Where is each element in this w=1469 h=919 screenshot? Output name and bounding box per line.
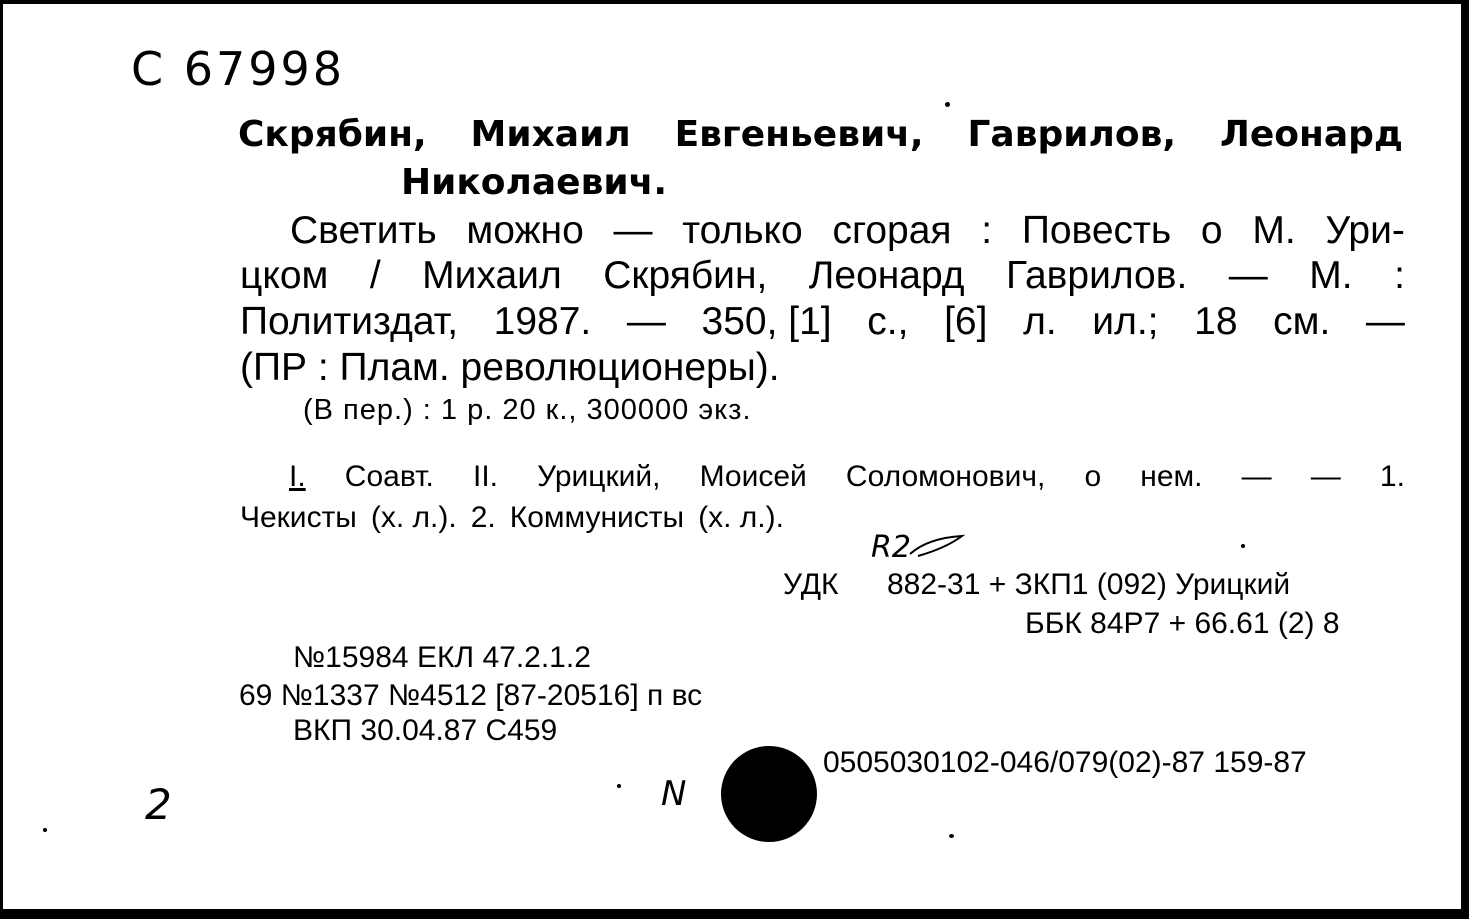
heading-word: Гаврилов, <box>967 114 1177 155</box>
word: можно <box>466 209 584 252</box>
word: о <box>1084 460 1102 493</box>
speck <box>945 102 950 107</box>
record-number-line-1: №15984 ЕКЛ 47.2.1.2 <box>293 641 591 674</box>
author-heading <box>238 114 1403 155</box>
word: — <box>1365 300 1405 343</box>
record-number-line-2: 69 №1337 №4512 [87-20516] п вс <box>239 679 703 712</box>
word: Повесть <box>1021 209 1172 252</box>
word: М. <box>1252 209 1296 252</box>
udk-label: УДК <box>783 568 839 601</box>
word: — <box>613 209 653 252</box>
author-heading-continuation: Николаевич. <box>401 162 667 203</box>
word: Коммунисты <box>509 501 685 534</box>
word: [6] <box>944 300 988 343</box>
isbn-line: 0505030102-046/079(02)-87 159-87 <box>823 746 1307 779</box>
word: — <box>626 300 666 343</box>
word: Моисей <box>699 460 807 493</box>
word: Гаврилов. <box>1006 254 1188 297</box>
word: : <box>1394 254 1405 297</box>
word: 2. <box>470 501 496 534</box>
word: Леонард <box>808 254 965 297</box>
word: — <box>1310 460 1341 493</box>
word: М. <box>1309 254 1353 297</box>
word: Соавт. <box>344 460 434 493</box>
word: с., <box>867 300 909 343</box>
description-line-4: (ПР : Плам. революционеры). <box>240 346 780 389</box>
speck <box>1241 544 1245 548</box>
word: 350, [1] <box>701 300 832 343</box>
word: Чекисты <box>240 501 357 534</box>
word: нем. <box>1140 460 1203 493</box>
word: II. <box>472 460 498 493</box>
heading-word: Скрябин, <box>238 114 427 155</box>
heading-word: Евгеньевич, <box>674 114 924 155</box>
word: — <box>1241 460 1272 493</box>
price-line: (В пер.) : 1 р. 20 к., 300000 экз. <box>303 394 752 426</box>
description-line-1 <box>290 209 1405 253</box>
word: 18 <box>1194 300 1238 343</box>
word: Михаил <box>422 254 562 297</box>
bbk-value: ББК 84Р7 + 66.61 (2) 8 <box>1025 607 1340 640</box>
word: 1987. <box>493 300 592 343</box>
word: — <box>1228 254 1268 297</box>
tracings-line-1 <box>289 460 1405 494</box>
word: : <box>981 209 993 252</box>
description-line-2 <box>240 254 1405 298</box>
handwritten-squiggle: N <box>661 774 687 814</box>
speck <box>43 828 47 832</box>
handwritten-mark <box>871 530 911 565</box>
handwritten-swoosh-icon <box>908 532 968 562</box>
word: о <box>1200 209 1223 252</box>
punch-hole-icon <box>721 746 817 842</box>
word: Светить <box>290 209 437 252</box>
word: I. <box>289 460 306 493</box>
tracings-line-2 <box>240 501 1405 535</box>
description-line-3 <box>240 300 1405 344</box>
heading-word: Леонард <box>1219 114 1403 155</box>
word: Скрябин, <box>603 254 768 297</box>
speck <box>949 834 954 838</box>
word: только <box>682 209 803 252</box>
word: Соломонович, <box>845 460 1046 493</box>
word: (х. л.). <box>698 501 784 534</box>
word: 1. <box>1379 460 1405 493</box>
udk-value: 882-31 + ЗКП1 (092) Урицкий <box>887 568 1291 601</box>
word: см. <box>1273 300 1331 343</box>
word: (х. л.). <box>370 501 457 534</box>
word: / <box>369 254 381 297</box>
handwritten-numeral: 2 <box>145 780 172 829</box>
record-number-line-3: ВКП 30.04.87 С459 <box>293 714 558 747</box>
word: Урицкий, <box>537 460 661 493</box>
word: сгорая <box>832 209 952 252</box>
speck <box>617 784 621 788</box>
word: цком <box>240 254 329 297</box>
heading-word: Михаил <box>470 114 631 155</box>
shelf-mark: С 67998 <box>131 42 346 96</box>
word: Ури- <box>1325 209 1405 252</box>
word: ил.; <box>1092 300 1159 343</box>
word: Политиздат, <box>240 300 459 343</box>
word: л. <box>1023 300 1057 343</box>
handwritten-mark-text: R2 <box>871 530 911 565</box>
